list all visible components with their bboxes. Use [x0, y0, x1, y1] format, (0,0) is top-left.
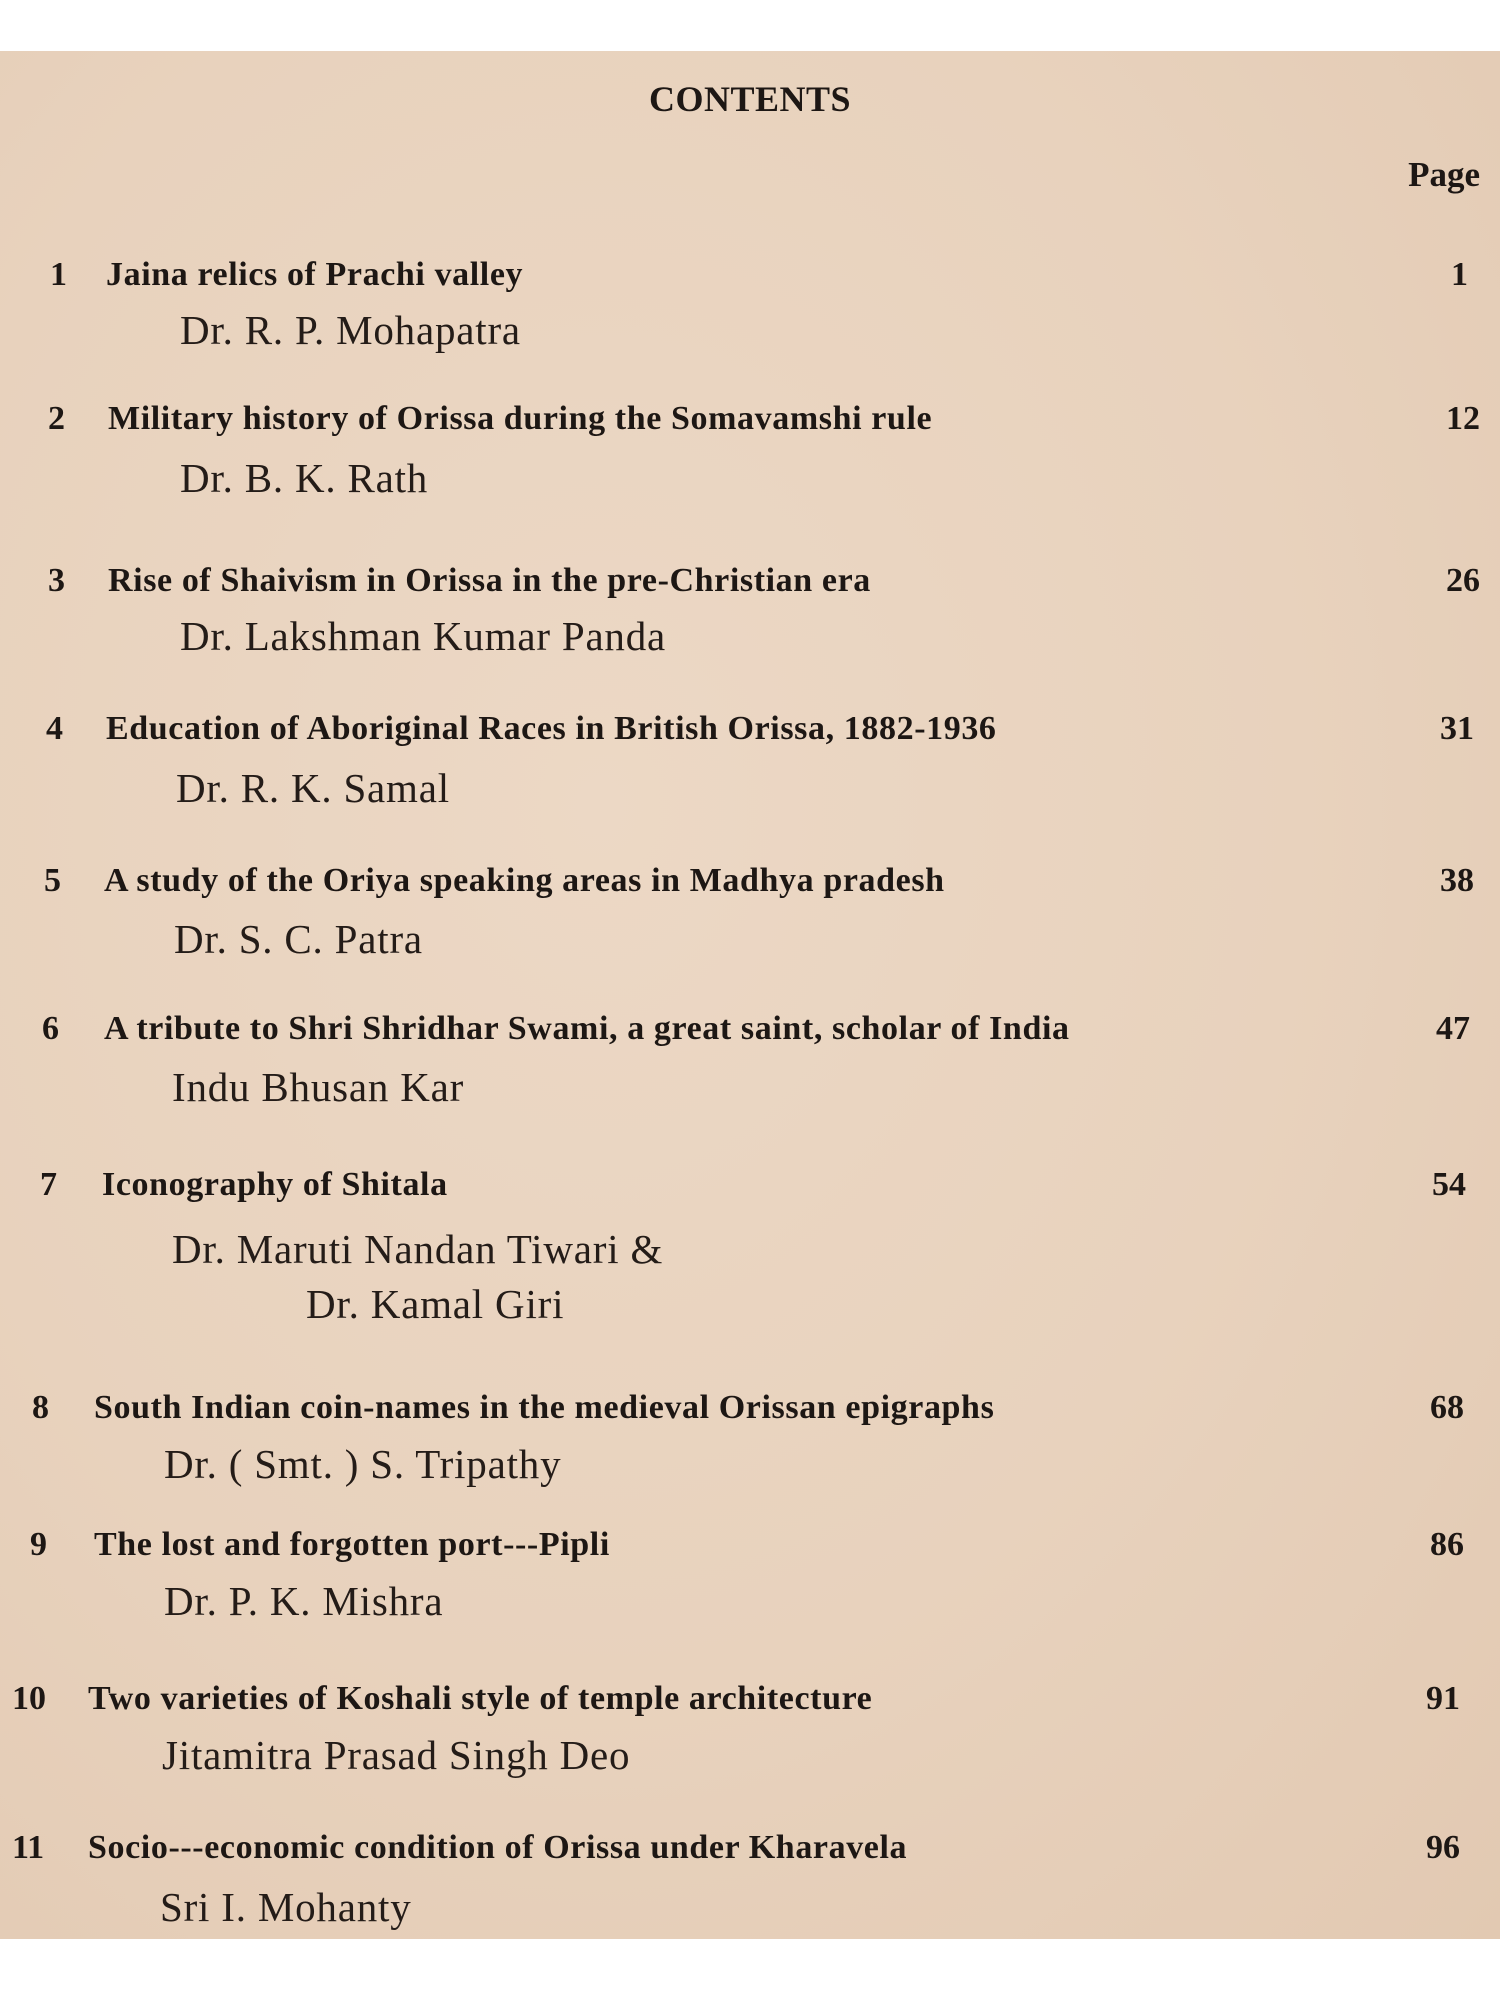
- entry-number: 2: [48, 400, 65, 437]
- entry-author: Dr. R. P. Mohapatra: [180, 307, 521, 353]
- entry-title: A tribute to Shri Shridhar Swami, a great saint, scholar of India: [104, 1010, 1070, 1047]
- entry-page: 91: [1426, 1680, 1460, 1717]
- entry-author: Dr. Maruti Nandan Tiwari &: [172, 1226, 664, 1272]
- entry-author: Dr. ( Smt. ) S. Tripathy: [164, 1441, 562, 1487]
- entry-author: Dr. P. K. Mishra: [164, 1578, 444, 1624]
- entry-page: 54: [1432, 1166, 1466, 1203]
- entry-author: Dr. S. C. Patra: [174, 916, 423, 962]
- page-column-label: Page: [1408, 155, 1480, 194]
- entry-author: Indu Bhusan Kar: [172, 1064, 465, 1110]
- entry-title: A study of the Oriya speaking areas in Madhya pradesh: [104, 862, 945, 899]
- entry-title: Education of Aboriginal Races in British Orissa, 1882-1936: [106, 710, 997, 747]
- entry-number: 8: [32, 1389, 49, 1426]
- entry-title: Iconography of Shitala: [102, 1166, 448, 1203]
- contents-heading: CONTENTS: [648, 79, 852, 119]
- entry-page: 1: [1451, 256, 1468, 293]
- entry-author: Jitamitra Prasad Singh Deo: [162, 1732, 631, 1778]
- entry-title: Military history of Orissa during the Somavamshi rule: [108, 400, 933, 437]
- entry-author: Dr. B. K. Rath: [180, 455, 429, 501]
- entry-page: 31: [1440, 710, 1474, 747]
- entry-number: 6: [42, 1010, 59, 1047]
- entry-page: 26: [1446, 562, 1480, 599]
- entry-author: Sri I. Mohanty: [160, 1884, 412, 1930]
- entry-author: Dr. R. K. Samal: [176, 765, 450, 811]
- entry-number: 3: [48, 562, 65, 599]
- entry-author: Dr. Lakshman Kumar Panda: [180, 613, 667, 659]
- entry-title: Socio---economic condition of Orissa under Kharavela: [88, 1829, 908, 1866]
- entry-number: 11: [12, 1829, 45, 1866]
- entry-page: 12: [1446, 400, 1480, 437]
- entry-page: 68: [1430, 1389, 1464, 1426]
- entry-number: 7: [40, 1166, 57, 1203]
- entry-page: 47: [1436, 1010, 1470, 1047]
- entry-number: 1: [50, 256, 67, 293]
- entry-page: 38: [1440, 862, 1474, 899]
- entry-page: 86: [1430, 1526, 1464, 1563]
- entry-number: 5: [44, 862, 61, 899]
- entry-author: Dr. Kamal Giri: [306, 1281, 565, 1327]
- entry-title: South Indian coin-names in the medieval Orissan epigraphs: [94, 1389, 995, 1426]
- entry-title: The lost and forgotten port---Pipli: [94, 1526, 610, 1563]
- entry-title: Rise of Shaivism in Orissa in the pre-Christian era: [108, 562, 871, 599]
- entry-number: 10: [12, 1680, 46, 1717]
- entry-title: Two varieties of Koshali style of temple architecture: [88, 1680, 873, 1717]
- entry-number: 9: [30, 1526, 47, 1563]
- entry-title: Jaina relics of Prachi valley: [106, 256, 524, 293]
- entry-page: 96: [1426, 1829, 1460, 1866]
- entry-number: 4: [46, 710, 63, 747]
